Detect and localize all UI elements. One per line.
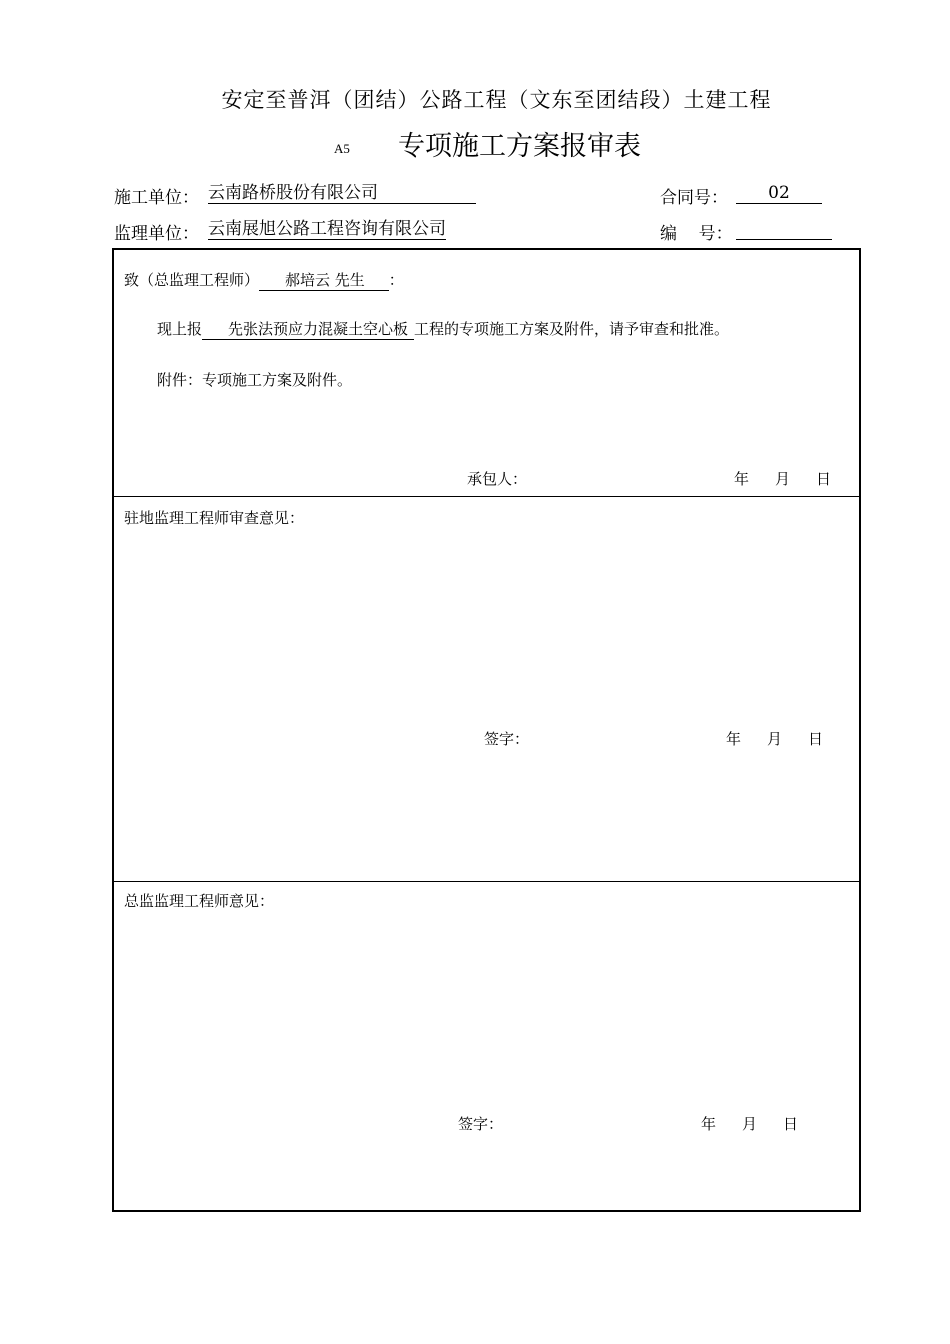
contractor-date <box>734 468 831 489</box>
section-divider <box>114 881 859 882</box>
project-title: 安定至普洱（团结）公路工程（文东至团结段）土建工程 <box>221 88 772 112</box>
submission-suffix: 工程的专项施工方案及附件，请予审查和批准。 <box>414 320 730 338</box>
day-label: 日 <box>808 730 824 748</box>
supervisor-label: 监理单位： <box>114 224 199 244</box>
year-label: 年 <box>726 730 742 748</box>
day-label: 日 <box>783 1115 799 1133</box>
submission-project[interactable]: 先张法预应力混凝土空心板 <box>202 318 414 340</box>
chief-date <box>701 1113 798 1134</box>
contract-no-label: 合同号： <box>660 188 728 208</box>
chief-signature-label: 签字： <box>458 1115 504 1133</box>
chief-engineer-heading: 总监监理工程师意见： <box>124 892 275 910</box>
section-divider <box>114 496 859 497</box>
attachment-line: 附件：专项施工方案及附件。 <box>157 371 353 389</box>
form-box <box>112 248 861 1212</box>
month-label: 月 <box>775 470 791 488</box>
year-label: 年 <box>734 470 750 488</box>
contract-no-field[interactable]: 02 <box>736 183 822 204</box>
supervisor-field[interactable]: 云南展旭公路工程咨询有限公司 <box>208 219 446 239</box>
form-title: 专项施工方案报审表 <box>398 131 641 162</box>
submission-line <box>157 318 729 340</box>
day-label: 日 <box>816 470 832 488</box>
form-code: A5 <box>334 141 350 156</box>
contractor-signature-label: 承包人： <box>467 470 528 488</box>
addressee-name[interactable]: 郝培云 先生 <box>259 269 389 291</box>
addressee-suffix: ： <box>388 271 404 289</box>
contractor-field[interactable]: 云南路桥股份有限公司 <box>208 183 476 204</box>
month-label: 月 <box>742 1115 758 1133</box>
serial-no-label: 编 号： <box>660 224 733 244</box>
submission-prefix: 现上报 <box>157 320 203 338</box>
addressee-prefix: 致（总监理工程师） <box>124 271 260 289</box>
year-label: 年 <box>701 1115 717 1133</box>
serial-no-field[interactable] <box>736 219 832 240</box>
resident-date <box>726 728 823 749</box>
month-label: 月 <box>767 730 783 748</box>
resident-engineer-heading: 驻地监理工程师审查意见： <box>124 509 305 527</box>
addressee-line <box>124 269 404 291</box>
contractor-label: 施工单位： <box>114 188 199 208</box>
resident-signature-label: 签字： <box>484 730 530 748</box>
